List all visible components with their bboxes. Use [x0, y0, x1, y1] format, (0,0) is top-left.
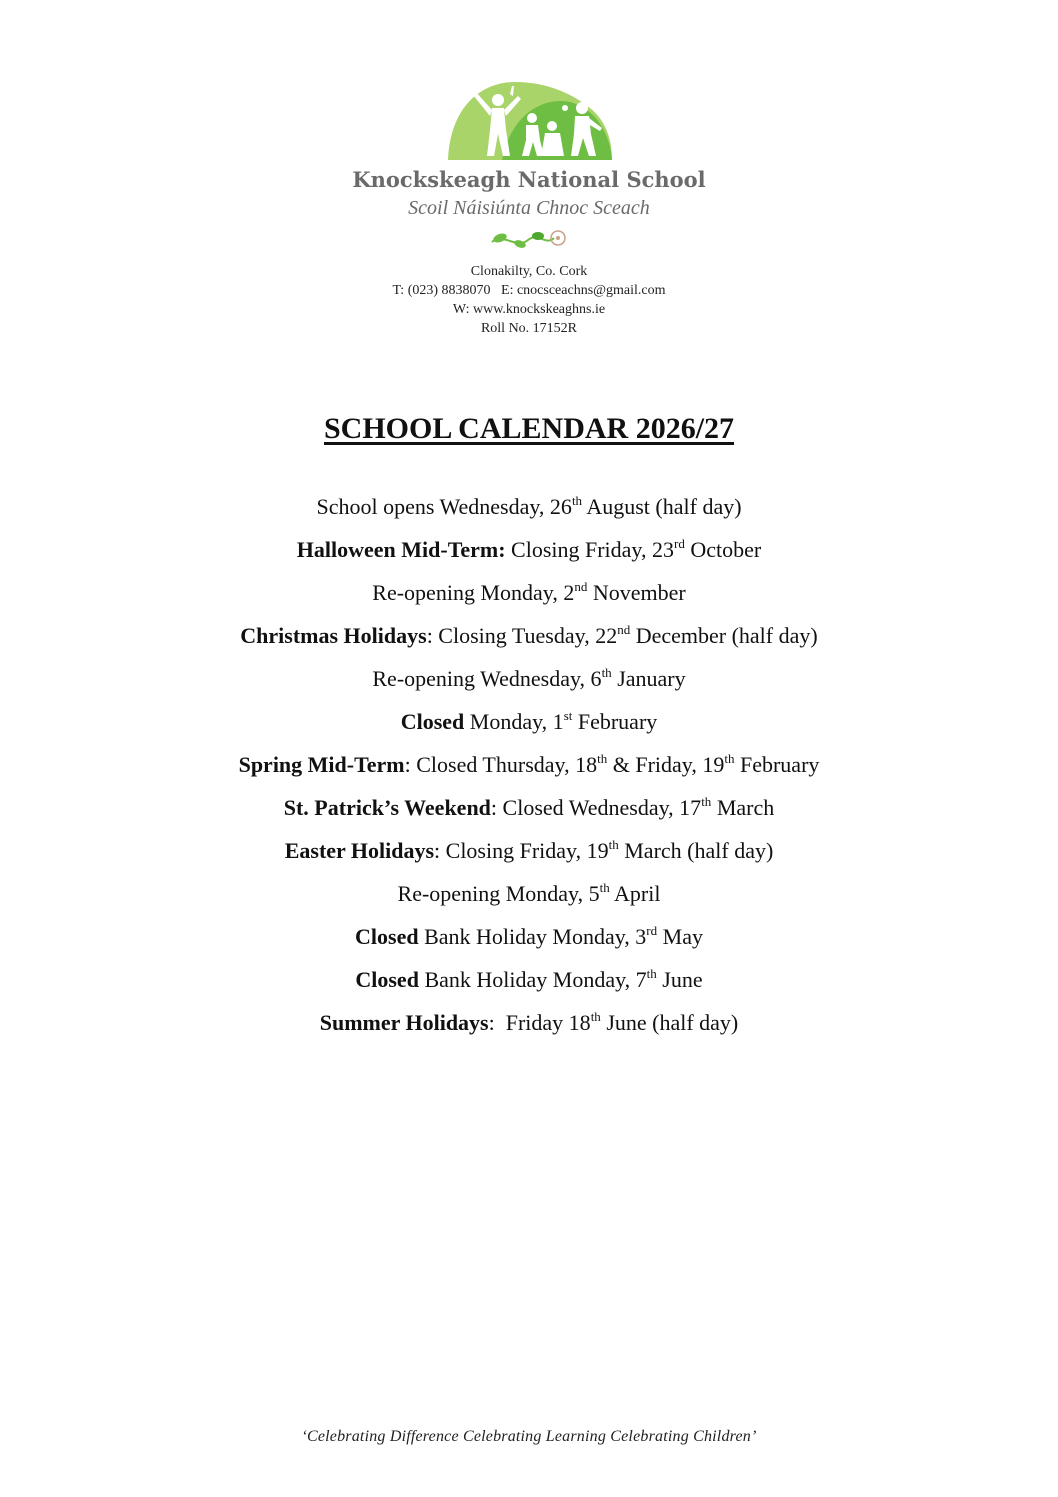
row-text: February [572, 709, 658, 734]
row-label: Closed [400, 709, 465, 734]
page-title: SCHOOL CALENDAR 2026/27 [323, 412, 735, 445]
phone-email: T: (023) 8838070 E: cnocsceachns@gmail.com [392, 283, 666, 298]
row-text: December (half day) [630, 623, 818, 648]
row-text: : Friday 18 [488, 1010, 591, 1035]
row-text: April [609, 881, 661, 906]
row-ordinal: th [590, 1009, 601, 1024]
row-label: Spring Mid-Term [238, 752, 405, 777]
row-ordinal: nd [617, 622, 631, 637]
row-text: : Closed Wednesday, 17 [490, 795, 702, 820]
calendar-row [0, 877, 1058, 920]
calendar-row [0, 963, 1058, 1006]
row-ordinal: th [701, 794, 712, 809]
calendar-row [0, 705, 1058, 748]
row-text: School opens Wednesday, 26 [316, 494, 572, 519]
row-text: Monday, 1 [464, 709, 564, 734]
address: Clonakilty, Co. Cork [470, 264, 588, 279]
row-text: : Closed Thursday, 18 [404, 752, 598, 777]
vine-flower-icon [488, 226, 570, 252]
row-ordinal: th [571, 493, 583, 508]
row-text: : Closing Tuesday, 22 [426, 623, 618, 648]
row-text: May [657, 924, 703, 949]
calendar-list [0, 490, 1058, 1049]
row-text: Closing Friday, 23 [505, 537, 675, 562]
row-text: Re-opening Monday, 5 [397, 881, 600, 906]
school-name-irish: Scoil Náisiúnta Chnoc Sceach [408, 197, 650, 219]
row-label: Halloween Mid-Term: [296, 537, 506, 562]
calendar-row [0, 576, 1058, 619]
calendar-row [0, 619, 1058, 662]
row-label: St. Patrick’s Weekend [283, 795, 491, 820]
school-logo [440, 78, 620, 162]
row-text: October [684, 537, 762, 562]
row-text: August (half day) [582, 494, 742, 519]
row-text: Bank Holiday Monday, 7 [418, 967, 647, 992]
calendar-row [0, 748, 1058, 791]
row-text: November [587, 580, 686, 605]
row-text: March (half day) [618, 838, 774, 863]
calendar-row [0, 791, 1058, 834]
calendar-row [0, 1006, 1058, 1049]
roll-number: Roll No. 17152R [480, 321, 578, 336]
calendar-row [0, 533, 1058, 576]
row-label: Christmas Holidays [240, 623, 427, 648]
row-ordinal: th [597, 751, 608, 766]
row-ordinal: nd [574, 579, 588, 594]
row-ordinal: th [608, 837, 619, 852]
row-label: Easter Holidays [284, 838, 435, 863]
row-label: Closed [355, 924, 419, 949]
row-text: June (half day) [600, 1010, 739, 1035]
row-ordinal: th [724, 751, 735, 766]
website-link[interactable]: W: www.knockskeaghns.ie [452, 302, 606, 317]
row-text: Bank Holiday Monday, 3 [418, 924, 647, 949]
row-text: & Friday, 19 [607, 752, 725, 777]
row-label: Summer Holidays [319, 1010, 489, 1035]
row-ordinal: rd [646, 923, 658, 938]
row-text: February [734, 752, 820, 777]
row-text: June [656, 967, 703, 992]
row-ordinal: th [599, 880, 610, 895]
row-ordinal: th [601, 665, 612, 680]
calendar-row [0, 490, 1058, 533]
row-ordinal: th [646, 966, 657, 981]
row-label: Closed [355, 967, 419, 992]
row-text: March [711, 795, 775, 820]
footer-motto: ‘Celebrating Difference Celebrating Learning Celebrating Children’ [301, 1428, 757, 1445]
row-ordinal: st [563, 708, 573, 723]
calendar-row [0, 662, 1058, 705]
row-ordinal: rd [674, 536, 685, 551]
school-name: Knockskeagh National School [352, 167, 706, 192]
contact-block [0, 262, 1058, 338]
row-text: Re-opening Wednesday, 6 [372, 666, 602, 691]
calendar-row [0, 920, 1058, 963]
row-text: Re-opening Monday, 2 [372, 580, 575, 605]
row-text: January [611, 666, 686, 691]
calendar-row [0, 834, 1058, 877]
row-text: : Closing Friday, 19 [434, 838, 609, 863]
